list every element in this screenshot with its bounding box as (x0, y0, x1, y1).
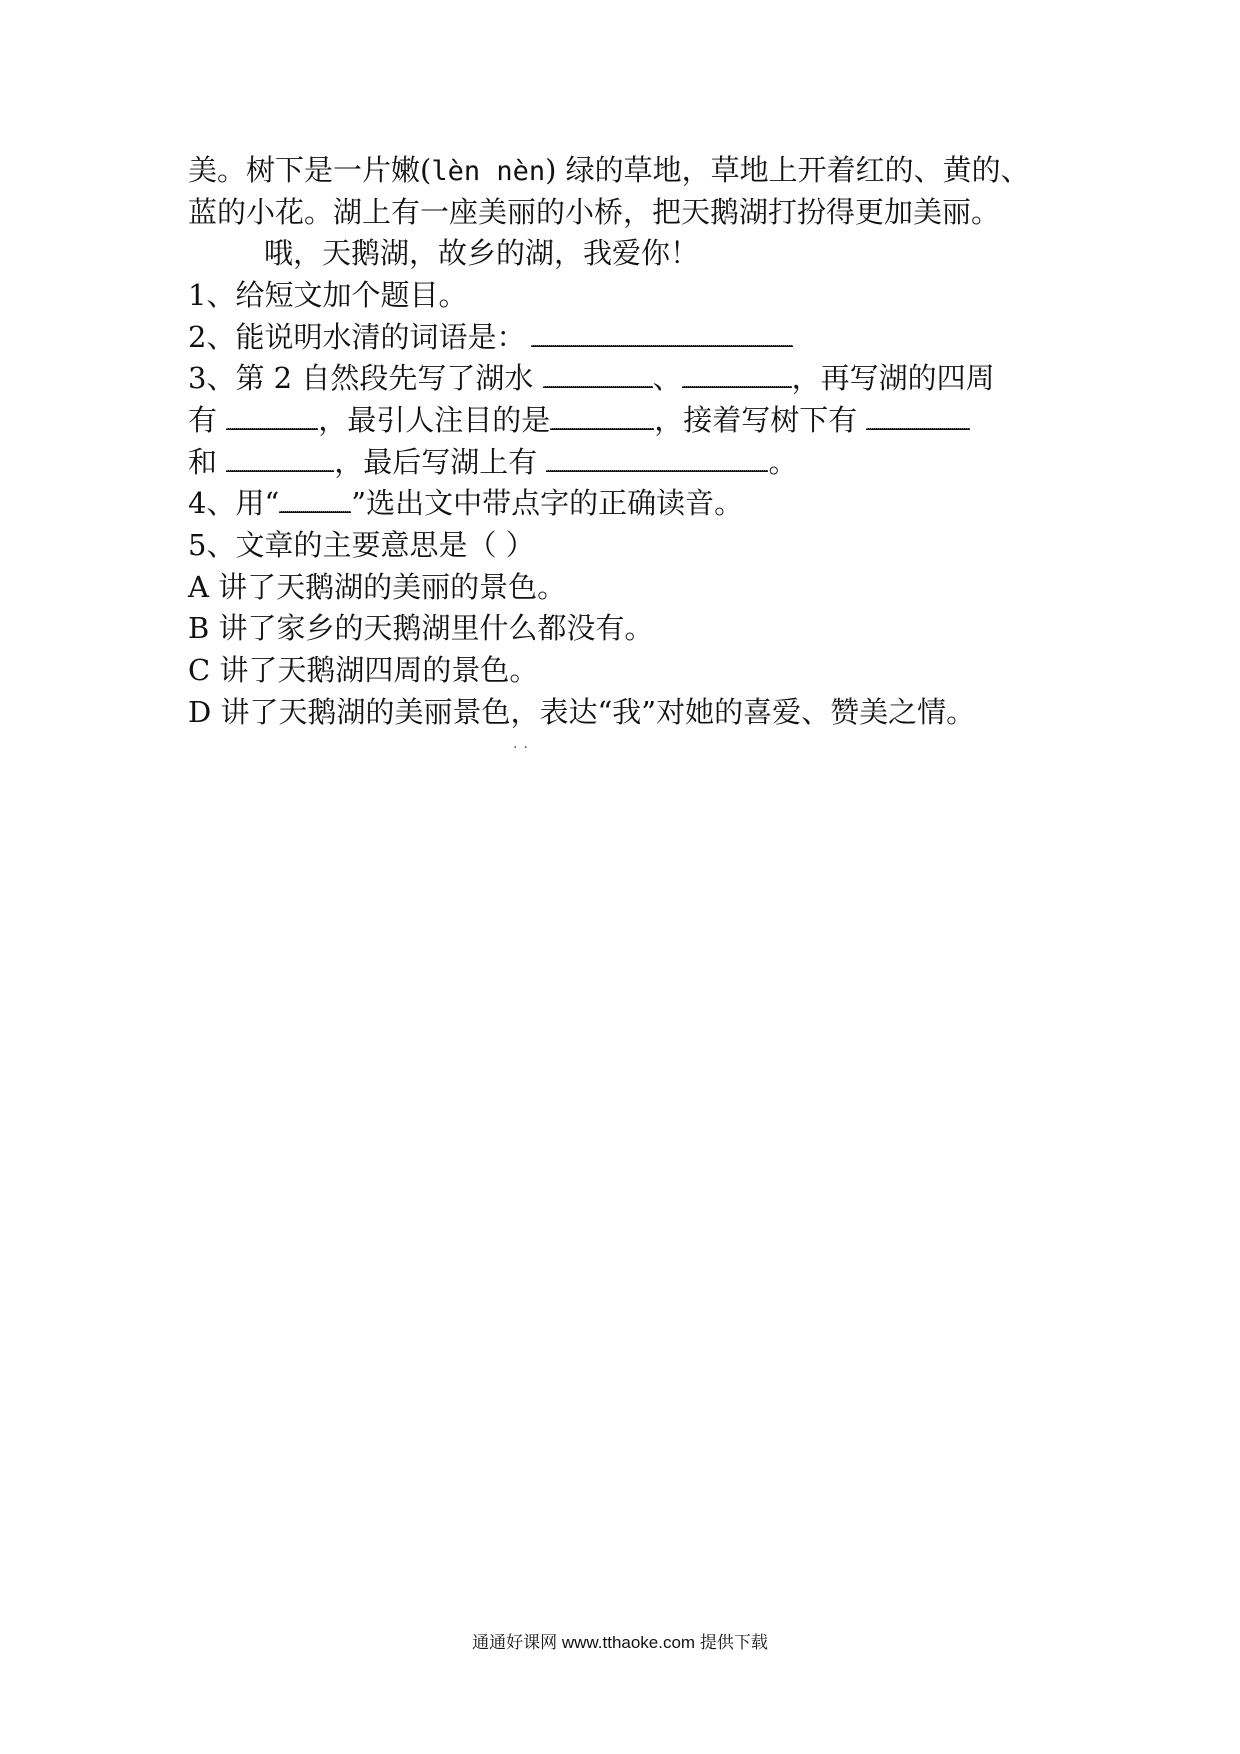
question-3-line-2 (188, 400, 1068, 440)
question-4-text: ”选出文中带点字的正确读音。 (351, 486, 744, 520)
option-a: A 讲了天鹅湖的美丽的景色。 (188, 570, 567, 604)
passage-line-3: 哦，天鹅湖，故乡的湖，我爱你！ (264, 236, 700, 270)
question-3-text: ，再写湖的四周 (791, 361, 995, 395)
question-3-line-1 (188, 358, 1068, 398)
question-3-text: 3、第 2 自然段先写了湖水 (188, 361, 543, 395)
answer-blank[interactable] (546, 446, 768, 472)
answer-blank[interactable] (550, 404, 654, 430)
question-4 (188, 483, 1068, 523)
passage-text: 美。树下是一片嫩( (188, 153, 432, 187)
pinyin-annotation: lèn nèn (431, 156, 546, 187)
answer-blank[interactable] (866, 404, 970, 430)
answer-blank[interactable] (226, 446, 334, 472)
passage-line-1 (188, 150, 1068, 192)
option-d: D 讲了天鹅湖的美丽景色，表达“我”对她的喜爱、赞美之情。 (188, 695, 976, 729)
question-3-line-3 (188, 442, 1068, 482)
question-1: 1、给短文加个题目。 (188, 278, 468, 312)
scan-dots: ·· (513, 740, 534, 756)
question-3-text: 、 (652, 361, 682, 395)
option-c: C 讲了天鹅湖四周的景色。 (188, 653, 539, 687)
answer-blank[interactable] (531, 321, 793, 347)
question-3-text: 。 (768, 445, 798, 479)
answer-blank[interactable] (543, 362, 653, 388)
question-3-text: 有 (188, 403, 227, 437)
question-3-text: 和 (188, 445, 227, 479)
answer-blank[interactable] (682, 362, 792, 388)
passage-text: ) 绿的草地，草地上开着红的、黄的、 (545, 153, 1030, 187)
question-3-text: ，最后写湖上有 (334, 445, 547, 479)
passage-line-2: 蓝的小花。湖上有一座美丽的小桥，把天鹅湖打扮得更加美丽。 (188, 195, 1001, 229)
answer-blank[interactable] (226, 404, 318, 430)
question-2-text: 2、能说明水清的词语是： (188, 320, 526, 354)
question-3-text: ，接着写树下有 (654, 403, 867, 437)
answer-blank[interactable] (279, 487, 351, 513)
footer-credit: 通通好课网 www.tthaoke.com 提供下载 (472, 1633, 768, 1652)
question-3-text: ，最引人注目的是 (318, 403, 551, 437)
option-b: B 讲了家乡的天鹅湖里什么都没有。 (188, 611, 654, 645)
question-2 (188, 317, 1068, 357)
question-4-text: 4、用“ (188, 486, 280, 520)
question-5: 5、文章的主要意思是（ ） (188, 528, 535, 562)
